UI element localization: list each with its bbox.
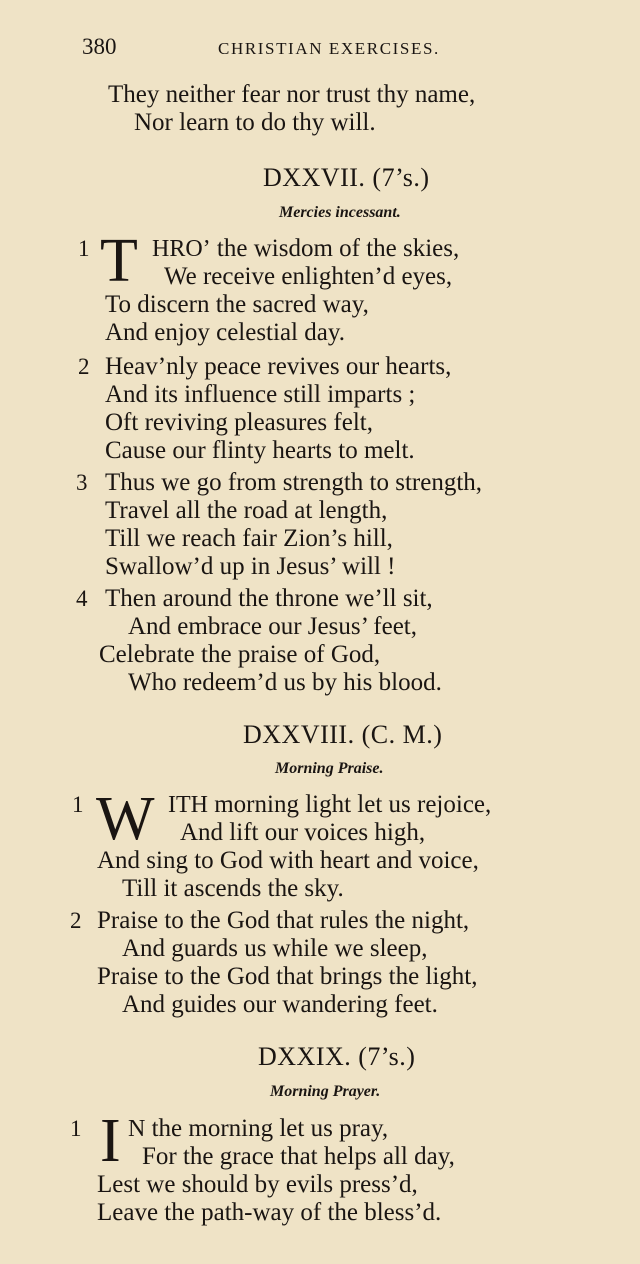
verse-line: Praise to the God that brings the light, [97, 963, 478, 990]
verse-line [152, 234, 459, 264]
verse-line: Lest we should by evils press’d, [97, 1171, 418, 1198]
verse-line [128, 1114, 388, 1144]
verse-line: And guides our wandering feet. [122, 991, 438, 1018]
verse-line: Thus we go from strength to strength, [105, 469, 483, 496]
verse-number: 3 [76, 470, 88, 495]
verse-line: Leave the path-way of the bless’d. [97, 1199, 442, 1226]
page-header [82, 34, 600, 64]
verse-line: We receive enlighten’d eyes, [164, 263, 453, 290]
first-line-text: morning light let us rejoice, [207, 791, 492, 818]
carryover-line: Nor learn to do thy will. [134, 109, 376, 136]
verse-line: Swallow’d up in Jesus’ will ! [105, 553, 396, 580]
hymn-subtitle: Mercies incessant. [279, 204, 401, 221]
verse-line: For the grace that helps all day, [142, 1143, 455, 1170]
small-caps-word: HRO’ [152, 236, 211, 262]
drop-cap: I [100, 1107, 121, 1175]
verse-number: 1 [72, 792, 84, 817]
page-number: 380 [82, 34, 117, 59]
verse-number: 1 [78, 236, 90, 261]
verse-line: Cause our flinty hearts to melt. [105, 437, 415, 464]
verse-line: And lift our voices high, [180, 819, 426, 846]
verse-number: 2 [78, 354, 90, 379]
running-title: CHRISTIAN EXERCISES. [218, 39, 440, 58]
first-line-text: the morning let us pray, [145, 1115, 389, 1142]
verse-line: And sing to God with heart and voice, [97, 847, 479, 874]
verse-line: Till it ascends the sky. [122, 875, 344, 902]
small-caps-word: N [128, 1116, 146, 1142]
verse-line: Who redeem’d us by his blood. [128, 669, 442, 696]
verse-line: Then around the throne we’ll sit, [105, 585, 433, 612]
verse-line: And its influence still imparts ; [105, 381, 416, 408]
verse-number: 4 [76, 586, 88, 611]
verse-line: And embrace our Jesus’ feet, [128, 613, 418, 640]
hymn-number: DXXIX. (7’s.) [258, 1042, 416, 1071]
verse-number: 2 [70, 908, 82, 933]
verse-line [168, 790, 491, 820]
verse-line: Travel all the road at length, [105, 497, 388, 524]
hymn-number: DXXVIII. (C. M.) [243, 720, 443, 749]
carryover-line: They neither fear nor trust thy name, [108, 81, 476, 108]
verse-line: Praise to the God that rules the night, [97, 907, 470, 934]
drop-cap: T [100, 227, 138, 295]
verse-line: And guards us while we sleep, [122, 935, 428, 962]
drop-cap: W [96, 785, 155, 853]
verse-line: Celebrate the praise of God, [99, 641, 381, 668]
verse-line: Heav’nly peace revives our hearts, [105, 353, 452, 380]
verse-number: 1 [70, 1116, 82, 1141]
hymn-number: DXXVII. (7’s.) [263, 163, 430, 192]
small-caps-word: ITH [168, 792, 208, 818]
verse-line: To discern the sacred way, [105, 291, 369, 318]
hymn-subtitle: Morning Praise. [275, 760, 384, 777]
verse-line: And enjoy celestial day. [105, 319, 345, 346]
hymn-subtitle: Morning Prayer. [270, 1083, 381, 1100]
verse-line: Till we reach fair Zion’s hill, [105, 525, 393, 552]
verse-line: Oft reviving pleasures felt, [105, 409, 373, 436]
first-line-text: the wisdom of the skies, [210, 235, 460, 262]
